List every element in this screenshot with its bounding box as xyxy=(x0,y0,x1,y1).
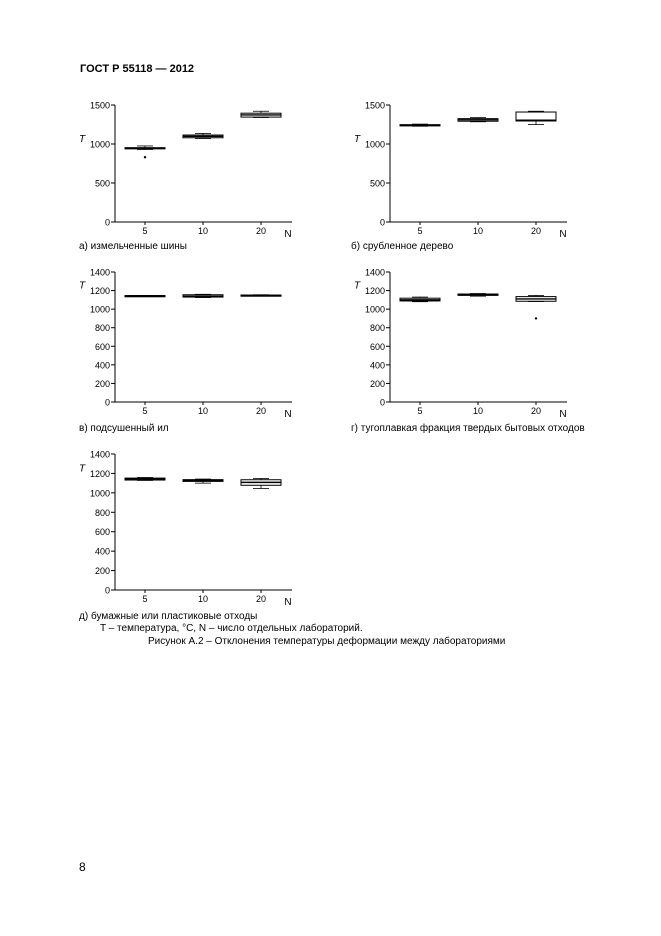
y-axis-label: T xyxy=(79,463,86,475)
y-tick-label: 1400 xyxy=(364,267,385,278)
x-tick-label: 10 xyxy=(197,226,209,236)
y-tick-label: 800 xyxy=(94,323,110,334)
x-tick-label: 5 xyxy=(142,406,148,416)
y-tick-label: 400 xyxy=(94,360,110,371)
caption-b: б) срубленное дерево xyxy=(351,241,454,252)
y-tick-label: 1000 xyxy=(89,139,110,150)
chart-chopped-wood xyxy=(335,95,575,240)
y-tick-label: 1400 xyxy=(89,449,110,460)
x-tick-label: 20 xyxy=(255,594,267,604)
y-tick-label: 1000 xyxy=(89,488,110,499)
page-number: 8 xyxy=(79,860,86,874)
y-tick-label: 1000 xyxy=(364,139,385,150)
y-tick-label: 200 xyxy=(369,378,385,389)
caption-d: г) тугоплавкая фракция твердых бытовых отходов xyxy=(351,423,585,434)
document-header: ГОСТ Р 55118 — 2012 xyxy=(80,63,195,75)
box-outlier xyxy=(144,156,146,158)
y-tick-label: 1000 xyxy=(89,304,110,315)
y-tick-label: 800 xyxy=(369,323,385,334)
box-outlier xyxy=(535,317,537,319)
y-tick-label: 0 xyxy=(379,217,385,228)
caption-e: д) бумажные или пластиковые отходы xyxy=(79,611,258,622)
y-axis-label: T xyxy=(79,280,86,292)
y-axis-label: T xyxy=(79,134,86,145)
y-tick-label: 600 xyxy=(94,527,110,538)
y-tick-label: 600 xyxy=(369,341,385,352)
x-tick-label: 5 xyxy=(417,226,423,236)
y-tick-label: 1200 xyxy=(89,468,110,479)
x-axis-label: N xyxy=(284,409,292,420)
y-tick-label: 1500 xyxy=(364,100,385,111)
y-tick-label: 1200 xyxy=(89,286,110,297)
legend-note: T – температура, °C, N – число отдельных лабораторий. xyxy=(100,623,363,634)
y-tick-label: 0 xyxy=(379,397,385,408)
y-tick-label: 500 xyxy=(369,178,385,189)
x-tick-label: 20 xyxy=(255,406,267,416)
figure-title: Рисунок А.2 – Отклонения температуры деформации между лабораториями xyxy=(148,636,506,647)
y-axis-label: T xyxy=(354,134,361,145)
y-tick-label: 1000 xyxy=(364,304,385,315)
x-tick-label: 5 xyxy=(142,594,148,604)
x-axis-label: N xyxy=(559,229,567,240)
x-axis-label: N xyxy=(559,409,567,420)
chart-paper-plastic-waste xyxy=(60,444,300,608)
x-tick-label: 10 xyxy=(472,406,484,416)
x-tick-label: 5 xyxy=(417,406,423,416)
chart-dried-sludge xyxy=(60,262,300,420)
y-tick-label: 200 xyxy=(94,566,110,577)
y-tick-label: 400 xyxy=(369,360,385,371)
y-tick-label: 500 xyxy=(94,178,110,189)
y-tick-label: 200 xyxy=(94,378,110,389)
caption-c: в) подсушенный ил xyxy=(79,423,169,434)
y-axis-label: T xyxy=(354,280,361,292)
y-tick-label: 1200 xyxy=(364,286,385,297)
x-tick-label: 5 xyxy=(142,226,148,236)
y-tick-label: 0 xyxy=(104,217,110,228)
x-axis-label: N xyxy=(284,229,292,240)
x-tick-label: 20 xyxy=(255,226,267,236)
y-tick-label: 800 xyxy=(94,507,110,518)
y-tick-label: 400 xyxy=(94,546,110,557)
y-tick-label: 1500 xyxy=(89,100,110,111)
x-tick-label: 20 xyxy=(530,226,542,236)
x-axis-label: N xyxy=(284,597,292,608)
y-tick-label: 1400 xyxy=(89,267,110,278)
y-tick-label: 0 xyxy=(104,585,110,596)
x-tick-label: 20 xyxy=(530,406,542,416)
chart-refractory-msw xyxy=(335,262,575,420)
x-tick-label: 10 xyxy=(197,594,209,604)
chart-shredded-tires xyxy=(60,95,300,240)
y-tick-label: 600 xyxy=(94,341,110,352)
y-tick-label: 0 xyxy=(104,397,110,408)
caption-a: а) измельченные шины xyxy=(79,241,187,252)
x-tick-label: 10 xyxy=(197,406,209,416)
x-tick-label: 10 xyxy=(472,226,484,236)
